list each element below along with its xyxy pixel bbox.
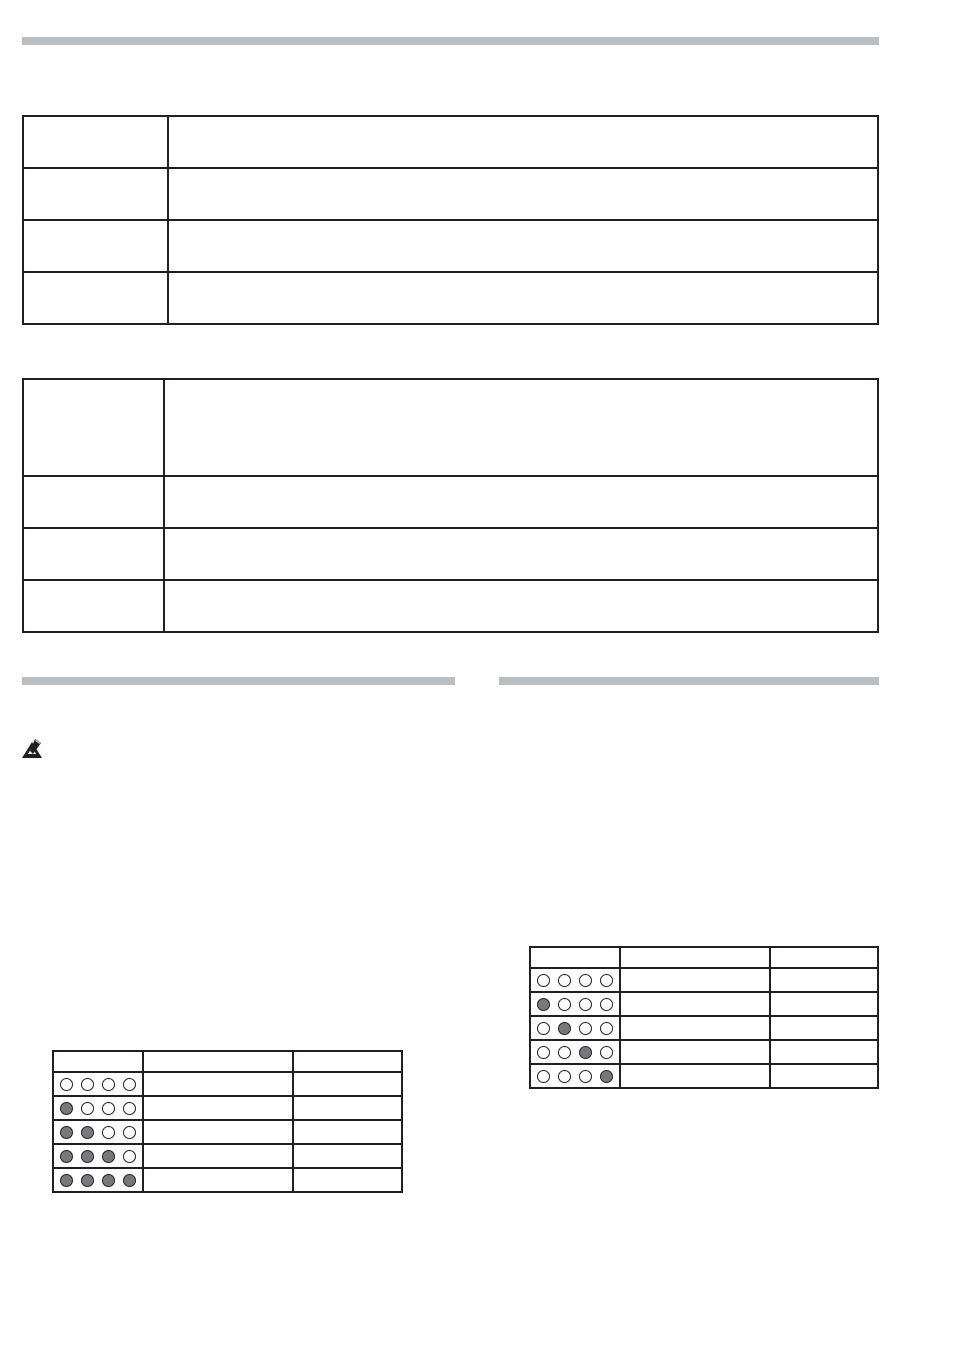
led-cell bbox=[53, 1168, 143, 1192]
table-cell-text bbox=[164, 379, 878, 476]
table-row bbox=[23, 116, 878, 168]
led-off-icon bbox=[123, 1126, 136, 1139]
table-header-row bbox=[53, 1051, 402, 1072]
table-row bbox=[23, 476, 878, 528]
table-cell bbox=[620, 992, 770, 1016]
table-row bbox=[530, 1040, 878, 1064]
table-row bbox=[23, 528, 878, 580]
led-indicator-table-left bbox=[52, 1050, 403, 1193]
header-cell-leds bbox=[53, 1051, 143, 1072]
table-cell bbox=[770, 1064, 878, 1088]
parameter-table-one bbox=[22, 115, 879, 325]
header-cell-2 bbox=[143, 1051, 293, 1072]
table-cell bbox=[293, 1120, 402, 1144]
table-row bbox=[530, 968, 878, 992]
table-cell bbox=[293, 1096, 402, 1120]
table-cell bbox=[143, 1072, 293, 1096]
table-row bbox=[53, 1144, 402, 1168]
led-off-icon bbox=[102, 1126, 115, 1139]
table-cell bbox=[770, 1016, 878, 1040]
table-cell-label bbox=[23, 116, 168, 168]
led-off-icon bbox=[600, 998, 613, 1011]
table-row bbox=[53, 1096, 402, 1120]
table-cell-text bbox=[168, 272, 878, 324]
table-row bbox=[530, 1016, 878, 1040]
table-cell-label bbox=[23, 476, 164, 528]
led-off-icon bbox=[537, 1046, 550, 1059]
led-cell bbox=[53, 1096, 143, 1120]
table-cell-label bbox=[23, 272, 168, 324]
led-off-icon bbox=[558, 1046, 571, 1059]
led-indicator-table-right bbox=[529, 946, 879, 1089]
table-cell bbox=[620, 1016, 770, 1040]
caution-pencil-icon bbox=[21, 739, 43, 759]
led-off-icon bbox=[600, 1046, 613, 1059]
led-off-icon bbox=[102, 1102, 115, 1115]
header-cell-3 bbox=[770, 947, 878, 968]
led-on-icon bbox=[60, 1150, 73, 1163]
table-cell bbox=[143, 1144, 293, 1168]
led-cell bbox=[53, 1120, 143, 1144]
led-on-icon bbox=[558, 1022, 571, 1035]
led-on-icon bbox=[600, 1070, 613, 1083]
led-off-icon bbox=[600, 1022, 613, 1035]
led-off-icon bbox=[579, 998, 592, 1011]
table-cell bbox=[293, 1144, 402, 1168]
table-cell bbox=[620, 1064, 770, 1088]
led-on-icon bbox=[60, 1174, 73, 1187]
led-off-icon bbox=[81, 1102, 94, 1115]
table-cell bbox=[293, 1168, 402, 1192]
led-on-icon bbox=[123, 1174, 136, 1187]
led-on-icon bbox=[81, 1126, 94, 1139]
header-rule-top bbox=[22, 37, 879, 45]
table-cell bbox=[293, 1072, 402, 1096]
table-row bbox=[53, 1120, 402, 1144]
led-on-icon bbox=[579, 1046, 592, 1059]
led-off-icon bbox=[579, 974, 592, 987]
led-on-icon bbox=[81, 1150, 94, 1163]
led-off-icon bbox=[102, 1078, 115, 1091]
led-on-icon bbox=[60, 1126, 73, 1139]
table-header-row bbox=[530, 947, 878, 968]
table-row bbox=[53, 1168, 402, 1192]
table-cell bbox=[770, 992, 878, 1016]
parameter-table-two bbox=[22, 378, 879, 633]
led-off-icon bbox=[123, 1102, 136, 1115]
led-off-icon bbox=[537, 1070, 550, 1083]
table-cell-text bbox=[164, 476, 878, 528]
led-cell bbox=[53, 1072, 143, 1096]
table-cell-label bbox=[23, 379, 164, 476]
table-cell-label bbox=[23, 220, 168, 272]
led-off-icon bbox=[537, 974, 550, 987]
led-off-icon bbox=[579, 1070, 592, 1083]
led-on-icon bbox=[537, 998, 550, 1011]
led-off-icon bbox=[81, 1078, 94, 1091]
led-off-icon bbox=[537, 1022, 550, 1035]
table-row bbox=[23, 580, 878, 632]
led-cell bbox=[530, 1040, 620, 1064]
led-off-icon bbox=[579, 1022, 592, 1035]
table-cell bbox=[143, 1096, 293, 1120]
led-on-icon bbox=[60, 1102, 73, 1115]
table-cell-text bbox=[164, 528, 878, 580]
table-cell-text bbox=[168, 116, 878, 168]
table-row bbox=[53, 1072, 402, 1096]
header-cell-leds bbox=[530, 947, 620, 968]
led-off-icon bbox=[558, 1070, 571, 1083]
led-off-icon bbox=[558, 974, 571, 987]
table-row bbox=[23, 168, 878, 220]
table-cell bbox=[770, 1040, 878, 1064]
led-on-icon bbox=[102, 1150, 115, 1163]
led-off-icon bbox=[600, 974, 613, 987]
table-cell bbox=[143, 1168, 293, 1192]
table-row bbox=[530, 992, 878, 1016]
led-cell bbox=[530, 968, 620, 992]
table-cell-text bbox=[168, 220, 878, 272]
table-cell-text bbox=[168, 168, 878, 220]
led-off-icon bbox=[123, 1150, 136, 1163]
table-cell-label bbox=[23, 528, 164, 580]
table-cell bbox=[620, 968, 770, 992]
header-rule-right-column bbox=[499, 677, 879, 685]
led-cell bbox=[530, 1064, 620, 1088]
table-cell bbox=[770, 968, 878, 992]
led-on-icon bbox=[81, 1174, 94, 1187]
table-row bbox=[530, 1064, 878, 1088]
table-row bbox=[23, 379, 878, 476]
led-off-icon bbox=[558, 998, 571, 1011]
table-cell-label bbox=[23, 168, 168, 220]
led-off-icon bbox=[60, 1078, 73, 1091]
led-on-icon bbox=[102, 1174, 115, 1187]
table-row bbox=[23, 220, 878, 272]
table-row bbox=[23, 272, 878, 324]
header-cell-3 bbox=[293, 1051, 402, 1072]
header-cell-2 bbox=[620, 947, 770, 968]
led-cell bbox=[53, 1144, 143, 1168]
table-cell-text bbox=[164, 580, 878, 632]
led-off-icon bbox=[123, 1078, 136, 1091]
header-rule-left-column bbox=[22, 677, 455, 685]
led-cell bbox=[530, 1016, 620, 1040]
led-cell bbox=[530, 992, 620, 1016]
table-cell bbox=[143, 1120, 293, 1144]
table-cell bbox=[620, 1040, 770, 1064]
table-cell-label bbox=[23, 580, 164, 632]
